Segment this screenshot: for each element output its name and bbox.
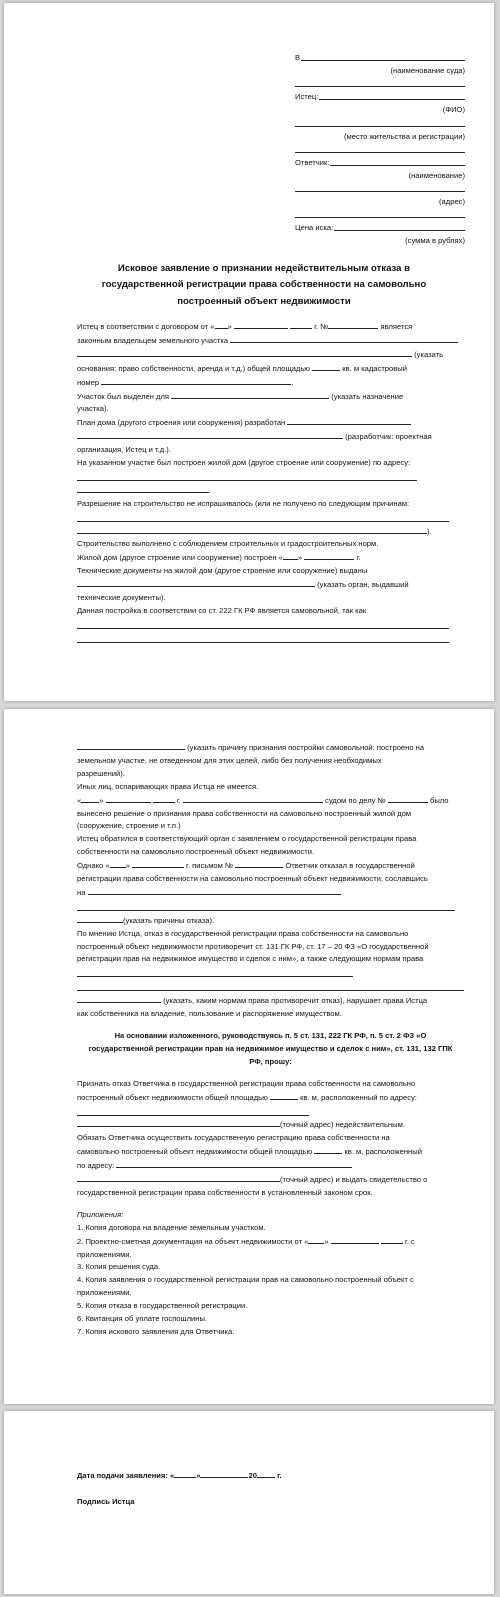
name-caption: (наименование) bbox=[408, 170, 465, 180]
petition-basis: На основании изложенного, руководствуясь п. 5 ст. 131, 222 ГК РФ, п. 5 ст. 2 ФЗ «О государственной регистрации прав на недвижимое имущество и сделок с ним», ст. 131, 132 ГПК РФ, прошу: bbox=[88, 1030, 453, 1066]
defendant-line: Ответчик: bbox=[295, 156, 465, 169]
plaintiff-signature: Подпись Истца bbox=[77, 1496, 135, 1506]
body-line: (указать причину признания постройки самовольной: построено на bbox=[77, 741, 464, 755]
body-line: План дома (другого строения или сооружения) разработан bbox=[77, 416, 464, 430]
body-line: (разработчик: проектная bbox=[77, 430, 464, 444]
attachment-item: 1. Копия договора на владение земельным участком. bbox=[77, 1222, 266, 1232]
blank-line bbox=[77, 1105, 309, 1116]
body-line: Строительство выполнено с соблюдением строительных и градостроительных норм. bbox=[77, 539, 379, 549]
residence-caption: (место жительства и регистрации) bbox=[343, 131, 465, 141]
blank-line bbox=[295, 86, 465, 87]
blank-line bbox=[77, 966, 353, 977]
signature-block bbox=[77, 1469, 464, 1509]
address-caption: (адрес) bbox=[439, 197, 465, 207]
body-line: (указать орган, выдавший bbox=[77, 578, 464, 592]
body-line: самовольно построенный объект недвижимости общей площадью кв. м, расположенный bbox=[77, 1147, 422, 1157]
body-line: На указанном участке был построен жилой дом (другое строение или сооружение) по адресу: bbox=[77, 458, 411, 468]
attachment-item: 7. Копия искового заявления для Ответчика. bbox=[77, 1327, 235, 1336]
blank-line bbox=[77, 900, 455, 911]
body-line: построенный объект недвижимости общей площадью кв. м, расположенный по адресу: bbox=[77, 1092, 417, 1102]
blank-line bbox=[295, 191, 465, 192]
body-line: организация, Истец и т.д.). bbox=[77, 445, 171, 455]
document-page-3 bbox=[4, 1411, 494, 1594]
addressee-block bbox=[295, 51, 465, 247]
body-line: Участок был выделен для (указать назначение bbox=[77, 391, 404, 401]
blank-line bbox=[77, 980, 464, 991]
body-line: основания: право собственности, аренда и т.д.) общей площадью кв. м кадастровый bbox=[77, 363, 407, 373]
document-page-1 bbox=[4, 3, 494, 701]
body-line: на bbox=[77, 886, 464, 900]
body-line: Обязать Ответчика осуществить государственную регистрацию права собственности на bbox=[77, 1133, 390, 1143]
document-title: Исковое заявление о признании недействительным отказа в государственной регистрации права собственности на самовольно построенный объект недвижимости bbox=[101, 263, 427, 307]
court-line: В bbox=[295, 51, 465, 64]
body-line: как собственника на владение, пользование и распоряжение имуществом. bbox=[77, 1009, 342, 1019]
attachment-item: приложениями. bbox=[77, 1288, 132, 1298]
body-line: Истец в соответствии с договором от « » г. № является bbox=[77, 322, 413, 331]
body-line: участка). bbox=[77, 404, 109, 414]
attachment-item: 3. Копия решения суда. bbox=[77, 1262, 161, 1272]
body-line: собственности на самовольно построенный объект недвижимости. bbox=[77, 847, 315, 857]
blank-line bbox=[295, 126, 465, 127]
body-line: регистрации права собственности на самовольно построенный объект недвижимости, сославшись bbox=[77, 874, 428, 884]
blank-line bbox=[295, 217, 465, 218]
body-line: Иных лиц, оспаривающих права Истца не имеется. bbox=[77, 781, 259, 791]
body-line: технические документы). bbox=[77, 593, 166, 603]
body-line: Разрешение на строительство не испрашивалось (или не получено по следующим причинам: bbox=[77, 498, 410, 508]
blank-line bbox=[77, 470, 417, 481]
body-line: (сооружение, строение и т.п.) bbox=[77, 821, 181, 831]
plaintiff-line: Истец: bbox=[295, 90, 465, 103]
body-line: (точный адрес) и выдать свидетельство о bbox=[77, 1173, 464, 1187]
body-line: « » г. судом по делу № было bbox=[77, 795, 449, 805]
body-line: Истец обратился в соответствующий орган с заявлением о государственной регистрации права bbox=[77, 834, 417, 844]
body-line: По мнению Истца, отказ в государственной регистрации права собственности на самовольно bbox=[77, 928, 409, 938]
document-page-2 bbox=[4, 709, 494, 1404]
body-line: государственной регистрации права собственности в установленный законом срок. bbox=[77, 1187, 373, 1197]
attachment-item: приложениями. bbox=[77, 1249, 132, 1259]
body-line: номер . bbox=[77, 377, 294, 387]
body-line: по адресу: bbox=[77, 1159, 464, 1173]
filing-date-line: Дата подачи заявления: « » 20 г. bbox=[77, 1471, 282, 1480]
attachments-title: Приложения: bbox=[77, 1209, 124, 1219]
blank-line bbox=[77, 511, 449, 522]
body-line: Данная постройка в соответствии со ст. 222 ГК РФ является самовольной, так как bbox=[77, 606, 367, 615]
body-line: Однако « » г. письмом № Ответчик отказал в государственной bbox=[77, 861, 415, 871]
body-line: регистрации прав на недвижимое имущество и сделок с ним», а также следующим нормам права bbox=[77, 954, 424, 964]
fio-caption: (ФИО) bbox=[442, 105, 465, 115]
blank-line bbox=[77, 618, 449, 629]
body-line: ). bbox=[77, 525, 464, 539]
body-line: законным владельцем земельного участка bbox=[77, 334, 464, 348]
claim-body bbox=[77, 320, 464, 646]
attachment-item: 4. Копия заявления о государственной регистрации прав на самовольно построенный объект с bbox=[77, 1275, 414, 1285]
blank-line bbox=[295, 152, 465, 153]
body-line: (указать причины отказа). bbox=[77, 914, 464, 928]
body-line: (точный адрес) недействительным. bbox=[77, 1118, 464, 1132]
body-line: Жилой дом (другое строение или сооружение) построен « » г. bbox=[77, 553, 361, 563]
body-line: . bbox=[77, 484, 464, 498]
body-line: вынесено решение о признании права собственности на самовольно построенный жилой дом bbox=[77, 808, 412, 818]
body-line: (указать, каким нормам права противоречит отказ), нарушает права Истца bbox=[77, 994, 464, 1008]
attachment-item: 6. Квитанция об уплате госпошлины. bbox=[77, 1314, 208, 1324]
body-line: (указать bbox=[77, 348, 464, 362]
body-line: разрешений). bbox=[77, 768, 125, 778]
attachment-item: 5. Копия отказа в государственной регистрации. bbox=[77, 1301, 248, 1311]
claim-body-continued bbox=[77, 741, 464, 1339]
court-caption: (наименование суда) bbox=[390, 66, 465, 76]
body-line: земельном участке, не отведенном для этих целей, либо без получения необходимых bbox=[77, 755, 382, 765]
blank-line bbox=[77, 632, 449, 643]
claim-price-line: Цена иска: bbox=[295, 221, 465, 234]
body-line: Признать отказ Ответчика в государственной регистрации права собственности на самовольно bbox=[77, 1078, 416, 1088]
body-line: Технические документы на жилой дом (другое строение или сооружение) выданы bbox=[77, 566, 368, 576]
attachment-item: 2. Проектно-сметная документация на объект недвижимости от « » г. с bbox=[77, 1236, 415, 1246]
body-line: построенный объект недвижимости противоречит ст. 131 ГК РФ, ст. 17 – 20 ФЗ «О государственной bbox=[77, 941, 429, 951]
sum-caption: (сумма в рублях) bbox=[405, 236, 465, 246]
